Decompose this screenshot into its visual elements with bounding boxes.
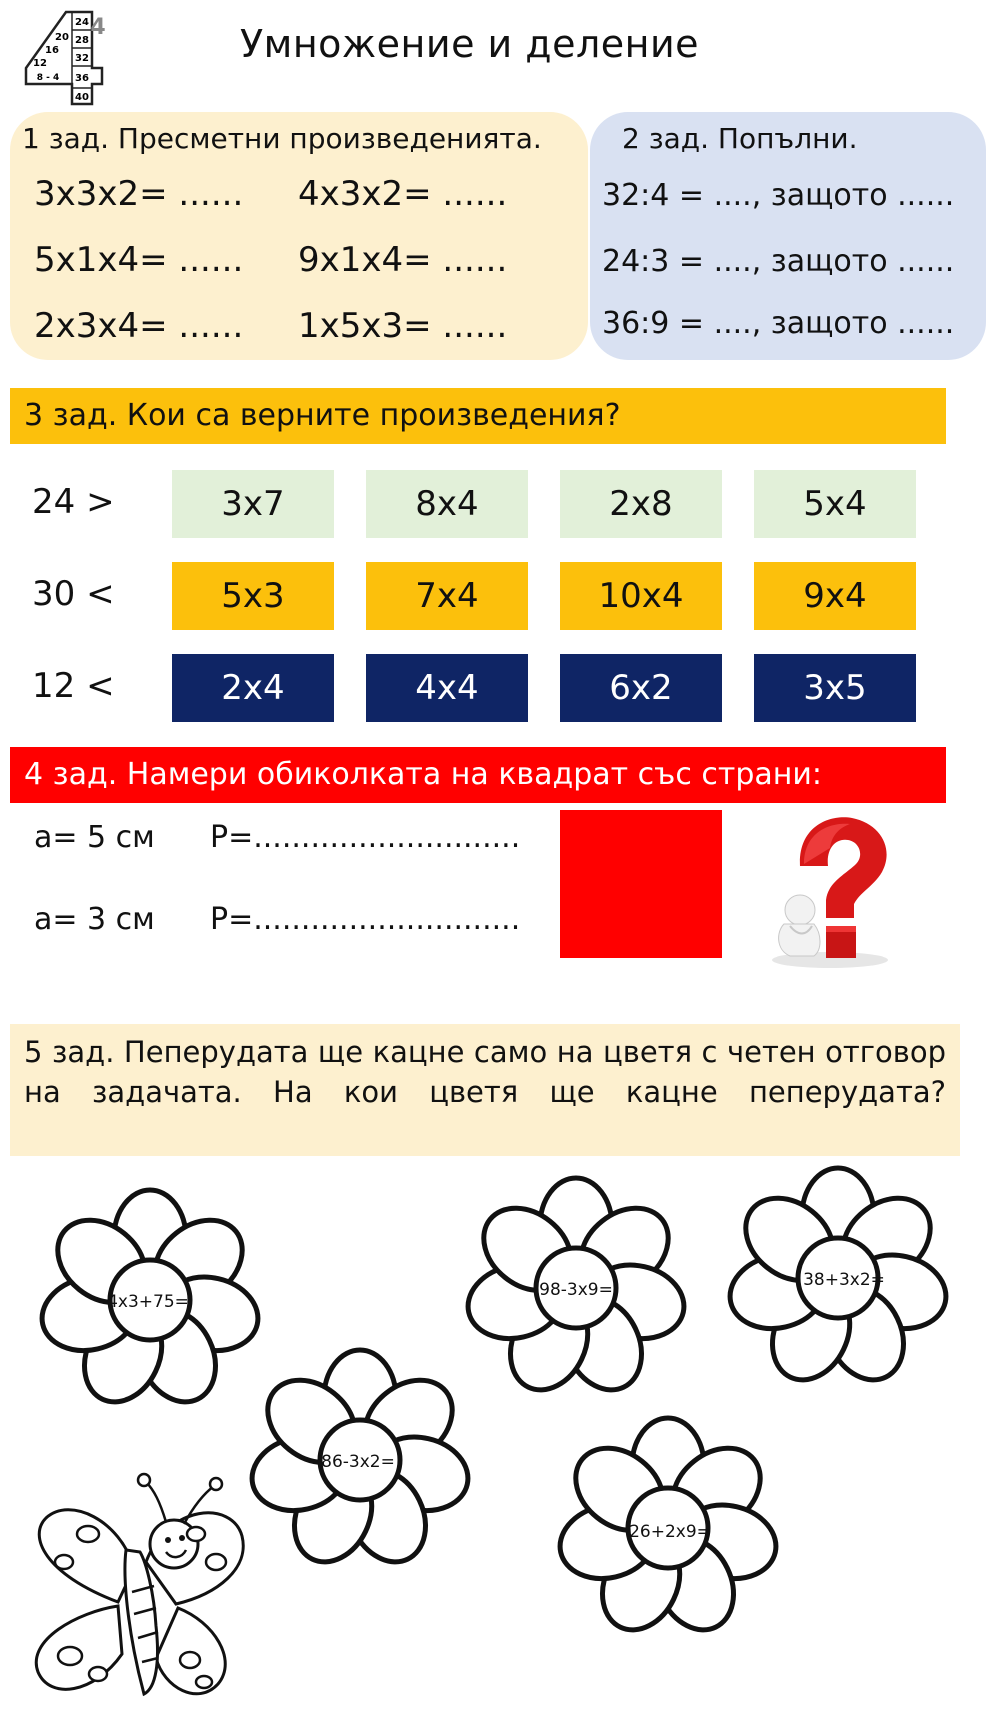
butterfly-icon [18, 1462, 248, 1717]
task1-expression: 9x1x4= ...... [298, 240, 508, 280]
logo-number: 8 - 4 [36, 73, 60, 83]
product-option[interactable]: 4x4 [366, 654, 528, 722]
product-option[interactable]: 10x4 [560, 562, 722, 630]
thinking-question-mark-icon [760, 808, 910, 973]
task1-expression: 1x5x3= ...... [298, 306, 508, 346]
task1-expression: 4x3x2= ...... [298, 174, 508, 214]
comparison-label: 30 < [32, 574, 115, 614]
product-option[interactable]: 2x4 [172, 654, 334, 722]
logo-number: 32 [75, 53, 89, 64]
logo-number: 36 [75, 73, 89, 84]
flower-expression: 26+2x9= [629, 1522, 711, 1542]
multiplication-table-logo [24, 10, 104, 106]
product-option[interactable]: 5x3 [172, 562, 334, 630]
flower[interactable] [456, 1168, 696, 1412]
task4-title: 4 зад. Намери обиколката на квадрат със страни: [24, 757, 823, 792]
task2-box [590, 112, 986, 360]
product-option[interactable]: 6x2 [560, 654, 722, 722]
task2-row: 24:3 = ...., защото ...... [602, 244, 955, 279]
flower[interactable] [548, 1408, 788, 1652]
comparison-label: 12 < [32, 666, 115, 706]
task4-header-band [10, 747, 946, 803]
task3-title: 3 зад. Кои са верните произведения? [24, 398, 621, 433]
flower-expression: 98-3x9= [539, 1280, 613, 1300]
task1-expression: 5x1x4= ...... [34, 240, 244, 280]
task1-title: 1 зад. Пресметни произведенията. [22, 122, 542, 155]
task1-box [10, 112, 588, 360]
flower[interactable] [240, 1340, 480, 1584]
product-option[interactable]: 8x4 [366, 470, 528, 538]
perimeter-answer[interactable]: P=............................ [210, 820, 521, 855]
flower[interactable] [718, 1158, 958, 1402]
task5-text: 5 зад. Пеперудата ще кацне само на цветя с четен отговор на задачата. На кои цветя ще кацне пеперудата? [24, 1035, 946, 1109]
flower-expression: 4x3+75= [107, 1292, 189, 1312]
task2-row: 36:9 = ...., защото ...... [602, 306, 955, 341]
logo-number: 24 [75, 17, 89, 28]
task2-title: 2 зад. Попълни. [622, 122, 858, 155]
task2-row: 32:4 = ...., защото ...... [602, 178, 955, 213]
task5-box [10, 1024, 960, 1156]
product-option[interactable]: 2x8 [560, 470, 722, 538]
comparison-label: 24 > [32, 482, 115, 522]
product-option[interactable]: 3x5 [754, 654, 916, 722]
task1-expression: 2x3x4= ...... [34, 306, 244, 346]
square-side: a= 5 см [34, 820, 155, 855]
flower-expression: 86-3x2= [321, 1452, 395, 1472]
task3-header-band [10, 388, 946, 444]
product-option[interactable]: 7x4 [366, 562, 528, 630]
square-side: a= 3 см [34, 902, 155, 937]
flower[interactable] [30, 1180, 270, 1424]
product-option[interactable]: 9x4 [754, 562, 916, 630]
perimeter-answer[interactable]: P=............................ [210, 902, 521, 937]
logo-number: 28 [75, 35, 89, 46]
logo-number: 12 [33, 58, 47, 69]
logo-number: 16 [45, 45, 59, 56]
logo-big-digit: 4 [90, 15, 106, 40]
product-option[interactable]: 5x4 [754, 470, 916, 538]
logo-number: 20 [55, 32, 69, 43]
red-square [560, 810, 722, 958]
flower-expression: 38+3x2= [803, 1270, 885, 1290]
task1-expression: 3x3x2= ...... [34, 174, 244, 214]
logo-number: 40 [75, 92, 89, 103]
page-title: Умножение и деление [240, 22, 700, 66]
product-option[interactable]: 3x7 [172, 470, 334, 538]
